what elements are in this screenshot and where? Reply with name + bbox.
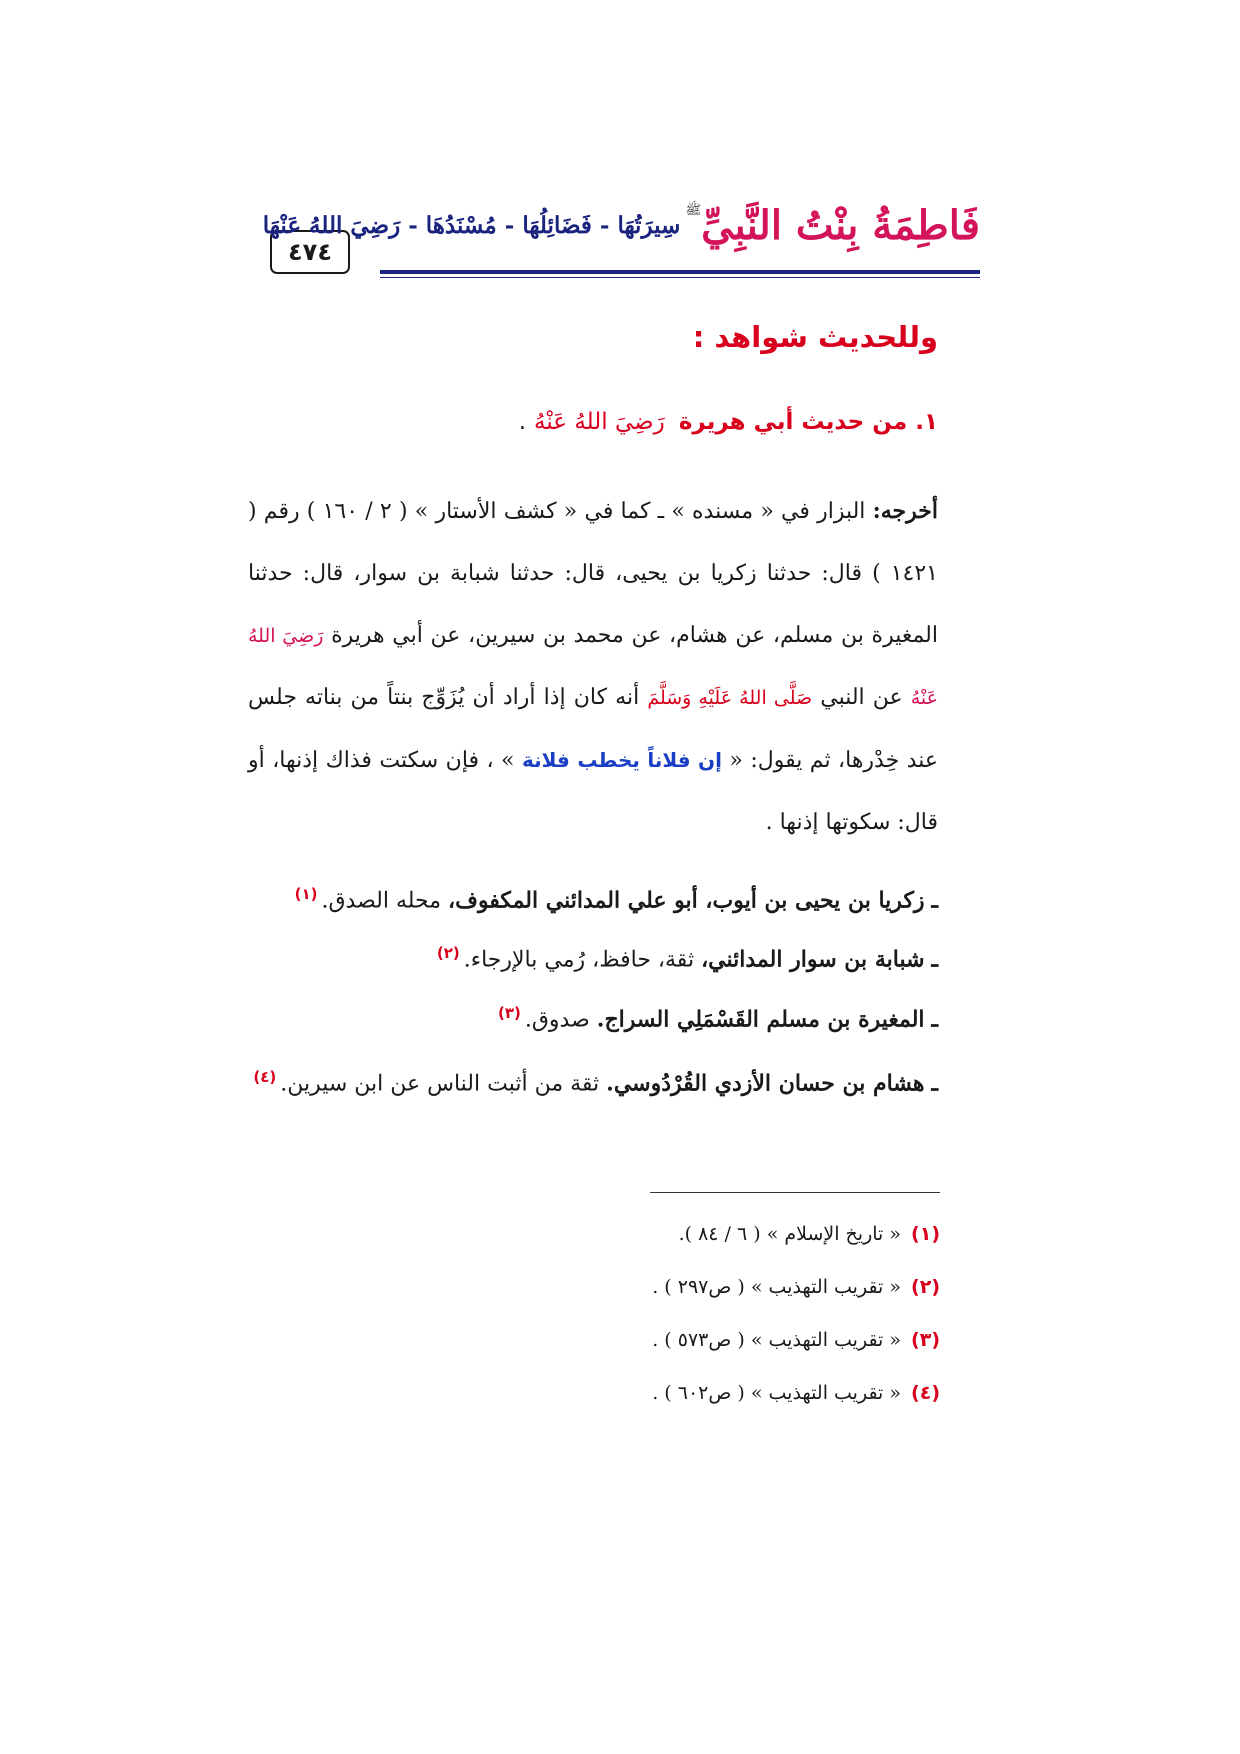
page-body	[248, 300, 938, 1115]
footnote-marker: (٣)	[497, 1003, 521, 1022]
footnote-separator	[650, 1192, 940, 1193]
book-title-name: فَاطِمَةُ بِنْتُ النَّبِيِّ	[701, 202, 980, 249]
footnote-text: « تاريخ الإسلام » ( ٦ / ٨٤ ).	[678, 1223, 902, 1245]
narrator-item	[248, 1046, 938, 1115]
footnote-text: « تقريب التهذيب » ( ص٥٧٣ ) .	[652, 1329, 902, 1351]
narrator-grade: ثقة من أثبت الناس عن ابن سيرين.	[280, 1071, 607, 1097]
narrator-item	[248, 927, 938, 986]
subsection-honorific: رَضِيَ اللهُ عَنْهُ	[534, 409, 665, 435]
subsection-end: .	[518, 409, 526, 435]
footnote-item	[340, 1314, 940, 1367]
footnote-number: (٤)	[911, 1382, 940, 1404]
honorific-prophet: صَلَّى اللهُ عَلَيْهِ وَسَلَّمَ	[647, 687, 813, 709]
narrator-name: شبابة بن سوار المدائني،	[701, 946, 925, 973]
header-rule-thick	[380, 270, 980, 274]
narrator-name: المغيرة بن مسلم القَسْمَلِي السراج.	[596, 1005, 925, 1032]
narrator-grade: ثقة، حافظ، رُمي بالإرجاء.	[463, 947, 702, 973]
page-header	[262, 196, 980, 282]
book-subtitle: سِيرَتُهَا - فَضَائِلُهَا - مُسْنَدُهَا - رَضِيَ اللهُ عَنْهَا	[262, 212, 681, 239]
footnote-marker: (٢)	[436, 944, 460, 963]
narrator-item	[248, 868, 938, 927]
section-title: وللحديث شواهد :	[692, 320, 938, 354]
footnote-list	[340, 1208, 940, 1420]
paragraph-lead: أخرجه:	[872, 498, 939, 524]
footnote-marker: (١)	[294, 885, 318, 903]
header-rule-thin	[380, 277, 980, 278]
subsection-number: ١.	[915, 409, 938, 435]
narrator-dash: ـ	[931, 946, 938, 973]
footnote-marker: (٤)	[253, 1067, 277, 1086]
page-number: ٤٧٤	[270, 230, 350, 274]
hadith-paragraph	[248, 480, 938, 854]
honorific-companion: رَضِيَ اللهُ عَنْهُ	[248, 625, 939, 709]
footnote-text: « تقريب التهذيب » ( ص٦٠٢ ) .	[652, 1382, 902, 1404]
footnote-item	[340, 1261, 940, 1314]
narrator-dash: ـ	[931, 887, 938, 914]
narrator-grade: محله الصدق.	[321, 888, 449, 914]
narrator-name: هشام بن حسان الأزدي القُرْدُوسي.	[606, 1070, 925, 1097]
paragraph-text-3: أنه كان إذا أراد أن يُزَوِّج بنتاً من بناته جلس عند خِدْرها، ثم يقول: «	[248, 685, 938, 773]
narrator-dash: ـ	[931, 1070, 938, 1097]
footnote-number: (٢)	[911, 1276, 940, 1298]
footnote-item	[340, 1367, 940, 1420]
footnote-text: « تقريب التهذيب » ( ص٢٩٧ ) .	[652, 1276, 902, 1298]
footnote-number: (١)	[911, 1223, 940, 1245]
narrator-name: زكريا بن يحيى بن أيوب، أبو علي المدائني المكفوف،	[448, 887, 925, 914]
paragraph-text-1: البزار في « مسنده » ـ كما في « كشف الأستار » ( ٢ / ١٦٠ ) رقم ( ١٤٢١ ) قال: حدثنا زكريا بن يحيى، قال: حدثنا شبابة بن سوار، قال: حدثنا المغيرة بن مسلم، عن هشام، عن محمد بن سيرين، عن أبي هريرة	[248, 499, 938, 648]
narrator-list	[248, 868, 938, 1115]
paragraph-text-2: عن النبي	[812, 685, 911, 710]
subsection-title: من حديث أبي هريرة	[678, 409, 908, 435]
footnote-number: (٣)	[911, 1329, 940, 1351]
subsection-heading	[248, 402, 938, 442]
title-honorific: ﷺ	[685, 203, 702, 218]
footnote-item	[340, 1208, 940, 1261]
narrator-item	[248, 987, 938, 1046]
paragraph-text-4: » ، فإن سكتت فذاك إذنها، أو قال: سكوتها إذنها .	[248, 748, 938, 835]
narrator-grade: صدوق.	[524, 1006, 597, 1032]
hadith-quote: إن فلاناً يخطب فلانة	[521, 748, 722, 772]
narrator-dash: ـ	[931, 1005, 938, 1032]
